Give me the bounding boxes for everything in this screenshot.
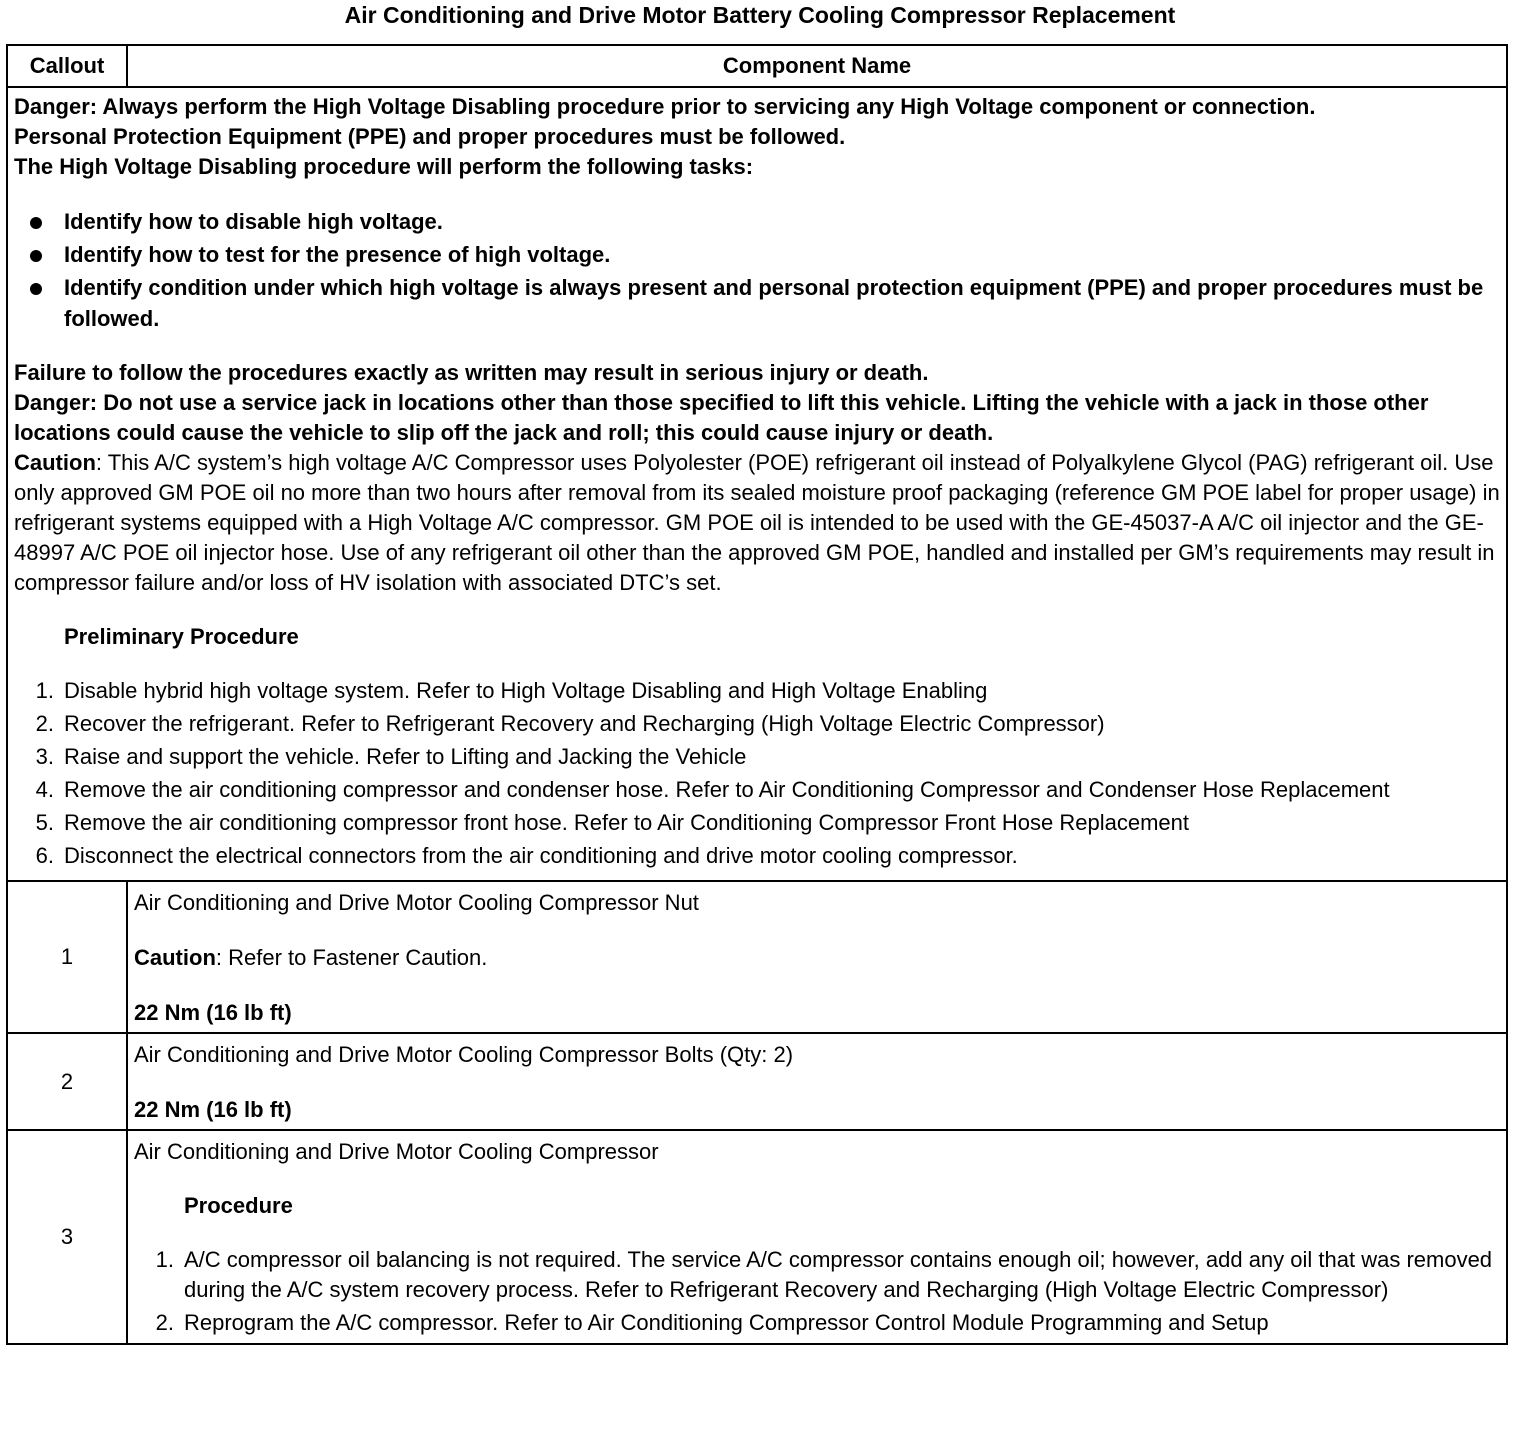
component-name: Air Conditioning and Drive Motor Cooling Compressor [134,1139,659,1164]
intro-cell [7,87,1507,881]
step-number: 3. [35,744,54,769]
caution-label: Caution [14,450,96,475]
step-text: Disconnect the electrical connectors from the air conditioning and drive motor cooling compressor. [64,843,1018,868]
bullet-item: Identify how to disable high voltage. [14,206,1500,237]
procedure-steps [134,1245,1500,1338]
danger-jack-warning: Danger: Do not use a service jack in locations other than those specified to lift this vehicle. Lifting the vehicle with a jack in those other locations could cause the vehicle to slip off the jack and roll; this could cause injury or death. [14,390,1429,445]
intro-row [7,87,1507,881]
table-row-callout-1 [7,881,1507,1033]
step-item [14,808,1500,838]
caution-label: Caution [134,945,216,970]
step-item [14,742,1500,772]
danger-line-2: Personal Protection Equipment (PPE) and proper procedures must be followed. [14,124,846,149]
component-cell [127,1033,1507,1130]
component-name: Air Conditioning and Drive Motor Cooling Compressor Nut [134,890,699,915]
step-text: Recover the refrigerant. Refer to Refrigerant Recovery and Recharging (High Voltage Electric Compressor) [64,711,1105,736]
step-item [14,676,1500,706]
step-item [134,1245,1500,1305]
component-cell [127,881,1507,1033]
torque-spec: 22 Nm (16 lb ft) [134,1000,292,1025]
table-header-row [7,45,1507,87]
step-text: A/C compressor oil balancing is not required. The service A/C compressor contains enough oil; however, add any oil that was removed during the A/C system recovery process. Refer to Refrigerant Recovery and Recharging (High Voltage Electric Compressor) [184,1247,1493,1302]
step-text: Remove the air conditioning compressor front hose. Refer to Air Conditioning Compressor Front Hose Replacement [64,810,1189,835]
step-item [14,709,1500,739]
step-text: Raise and support the vehicle. Refer to Lifting and Jacking the Vehicle [64,744,747,769]
danger-bullet-list [14,206,1500,334]
component-name: Air Conditioning and Drive Motor Cooling Compressor Bolts (Qty: 2) [134,1042,794,1067]
component-cell [127,1130,1507,1344]
caution-text: : This A/C system’s high voltage A/C Compressor uses Polyolester (POE) refrigerant oil instead of Polyalkylene Glycol (PAG) refrigerant oil. Use only approved GM POE oil no more than two hours after removal from its sealed moisture proof packaging (reference GM POE label for proper usage) in refrigerant systems equipped with a High Voltage A/C compressor. GM POE oil is intended to be used with the GE-45037-A A/C oil injector and the GE-48997 A/C POE oil injector hose. Use of any refrigerant oil other than the approved GM POE, handled and installed per GM’s requirements may result in compressor failure and/or loss of HV isolation with associated DTC’s set. [14,450,1500,595]
callout-number: 2 [7,1033,127,1130]
fastener-caution [134,943,1500,973]
step-number: 4. [35,777,54,802]
step-number: 1. [35,678,54,703]
step-number: 6. [35,843,54,868]
preliminary-steps [14,676,1500,871]
step-text: Remove the air conditioning compressor and condenser hose. Refer to Air Conditioning Compressor and Condenser Hose Replacement [64,777,1390,802]
column-header-component-name: Component Name [127,45,1507,87]
caution-text: : Refer to Fastener Caution. [215,945,488,970]
step-number: 5. [35,810,54,835]
step-item [14,841,1500,871]
step-item [134,1308,1500,1338]
table-row-callout-3 [7,1130,1507,1344]
component-table [6,44,1508,1345]
step-text: Reprogram the A/C compressor. Refer to Air Conditioning Compressor Control Module Programming and Setup [184,1310,1269,1335]
step-number: 1. [155,1247,174,1272]
bullet-item: Identify how to test for the presence of high voltage. [14,239,1500,270]
callout-number: 1 [7,881,127,1033]
page-title: Air Conditioning and Drive Motor Battery Cooling Compressor Replacement [344,2,1176,28]
caution-poe-oil [14,448,1500,598]
torque-spec: 22 Nm (16 lb ft) [134,1097,292,1122]
step-text: Disable hybrid high voltage system. Refer to High Voltage Disabling and High Voltage Enabling [64,678,988,703]
step-item [14,775,1500,805]
step-number: 2. [35,711,54,736]
table-row-callout-2 [7,1033,1507,1130]
failure-warning: Failure to follow the procedures exactly as written may result in serious injury or death. [14,360,929,385]
callout-number: 3 [7,1130,127,1344]
step-number: 2. [155,1310,174,1335]
procedure-heading: Procedure [184,1193,293,1218]
danger-line-3: The High Voltage Disabling procedure will perform the following tasks: [14,154,754,179]
bullet-item: Identify condition under which high voltage is always present and personal protection equipment (PPE) and proper procedures must be followed. [14,272,1500,334]
column-header-callout: Callout [7,45,127,87]
danger-line-1: Danger: Always perform the High Voltage Disabling procedure prior to servicing any High Voltage component or connection. [14,94,1316,119]
preliminary-procedure-heading: Preliminary Procedure [64,624,299,649]
